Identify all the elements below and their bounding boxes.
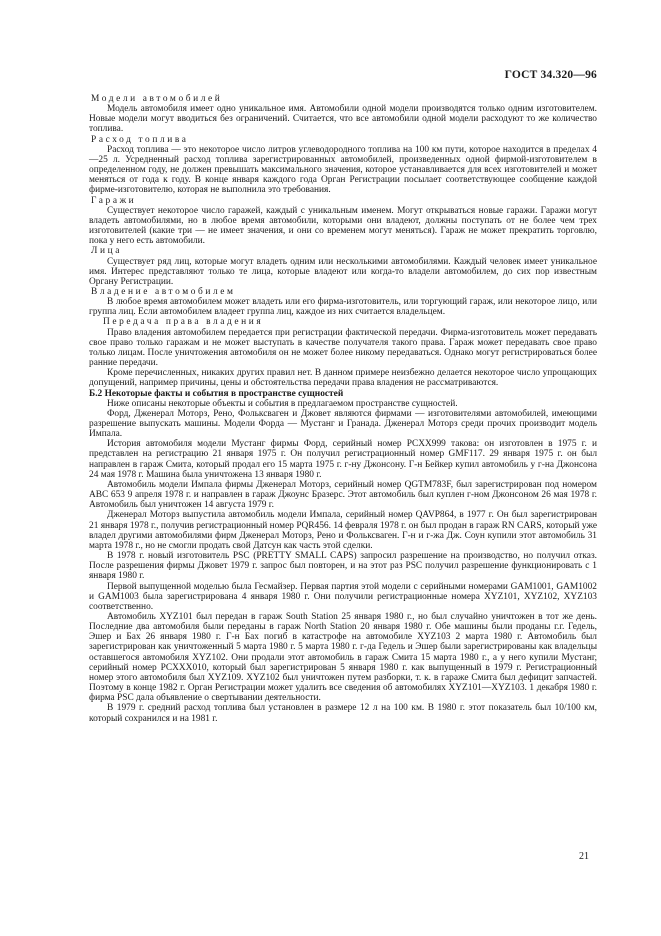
paragraph-ownership: В любое время автомобилем может владеть или его фирма-изготовитель, или торгующий гараж, или некоторое лицо, или группа лиц. Если автомобилем владеет группа лиц, каждое из них считается владельцем. [89,297,597,318]
paragraph-b2-intro: Ниже описаны некоторые объекты и события в предлагаемом пространстве сущностей. [107,398,458,409]
paragraph-b2-psc: В 1978 г. новый изготовитель PSC (PRETTY SMALL CAPS) запросил разрешение на производство, но получил отказ. После разрешения фирмы Джовет 1979 г. запрос был повторен, и на этот раз PSC получил разрешение функционировать с 1 января 1980 г. [89,551,597,582]
paragraph-b2-manufacturers: Форд, Дженерал Моторз, Рено, Фольксваген и Джовет являются фирмами — изготовителями автомобилей, имеющими разрешение выпускать машины. Модели Форда — Мустанг и Гранада. Дженерал Моторз среди прочих производит модель Импала. [89,408,597,440]
paragraph-transfer-1: Право владения автомобилем передается при регистрации фактической передачи. Фирма-изготовитель может передавать свое право только гаражам и не может выступать в качестве получателя такого права. Гараж может передавать свое право только лицам. После уничтожения автомобиля он не может более никому передаваться. Однако могут регистрироваться более ранние передачи. [89,327,597,369]
section-title-persons: Лица [91,246,122,257]
section-title-transfer: Передача права владения [103,317,264,328]
paragraph-persons: Существует ряд лиц, которые могут владеть одним или несколькими автомобилями. Каждый человек имеет уникальное имя. Интерес представляют только те лица, которые владеют или когда-то владели автомобилем, до сих пор известным Органу Регистрации. [89,256,597,287]
section-title-ownership: Владение автомобилем [91,286,236,297]
paragraph-b2-mustang-history: История автомобиля модели Мустанг фирмы Форд, серийный номер PCXX999 такова: он изготовлен в 1975 г. и представлен на регистрацию 21 января 1975 г. Он получил регистрационный номер GMF117. 29 января 1975 г. он был направлен в гараж Смита, который продал его 15 марта 1975 г. г-ну Джонсону. Г-н Бейкер купил автомобиль у г-на Джонсона 24 мая 1978 г. Машина была уничтожена 13 января 1980 г. [89,439,597,480]
section-title-garages: Гаражи [91,195,137,206]
paragraph-b2-impala-1: Автомобиль модели Импала фирмы Дженерал Моторз, серийный номер QGTM783F, был зарегистрирован под номером АВС 653 9 апреля 1978 г. и направлен в гараж Джоунс Бразерс. Этот автомобиль был куплен г-ном Джонсоном 26 мая 1978 г. Автомобиль был уничтожен 14 августа 1979 г. [89,479,597,511]
page-number: 21 [579,851,589,862]
paragraph-b2-fuel: В 1979 г. средний расход топлива был установлен в размере 12 л на 100 км. В 1980 г. этот показатель был 10/100 км, который сохранился и на 1981 г. [89,703,597,724]
paragraph-transfer-2: Кроме перечисленных, никаких других правил нет. В данном примере неизбежно делается некоторое число упрощающих допущений, например причины, цены и обстоятельства передачи права владения не рассматриваются. [89,368,597,389]
section-heading-b2: Б.2 Некоторые факты и события в пространстве сущностей [89,388,344,399]
section-title-fuel: Расход топлива [91,134,189,145]
paragraph-b2-impala-2: Дженерал Моторз выпустила автомобиль модели Импала, серийный номер QAVP864, в 1977 г. Он был зарегистрирован 21 января 1978 г., получив регистрационный номер PQR456. 14 февраля 1978 г. он был продан в гараж RN CARS, который уже владел другими автомобилями фирм Дженерал Моторз, Рено и Фольксваген. Г-н и г-жа Дж. Соун купили этот автомобиль 31 марта 1978 г., но не смогли продать свой Датсун как часть этой сделки. [89,510,597,551]
paragraph-models: Модель автомобиля имеет одно уникальное имя. Автомобили одной модели производятся только одним изготовителем. Новые модели могут вводиться без ограничений. Считается, что все автомобили одной модели расходуют то же количество топлива. [89,104,597,135]
paragraph-b2-gesmaizer: Первой выпущенной моделью была Гесмайзер. Первая партия этой модели с серийными номерами GAM1001, GAM1002 и GAM1003 была зарегистрирована 4 января 1980 г. Они получили регистрационные номера XYZ101, XYZ102, XYZ103 соответственно. [89,581,597,612]
document-body [89,94,597,724]
paragraph-b2-xyz: Автомобиль XYZ101 был передан в гараж South Station 25 января 1980 г., но был случайно уничтожен в тот же день. Последние два автомобиля были переданы в гараж North Station 20 января 1980 г. Обе машины были проданы г.г. Гедель, Эшер и Бах 26 января 1980 г. Г-н Бах погиб в катастрофе на автомобиле XYZ103 2 марта 1980 г. Автомобиль был зарегистрирован как уничтоженный 5 марта 1980 г. 5 марта 1980 г. г-да Гедель и Эшер были зарегистрированы как владельцы оставшегося автомобиля XYZ102. Они продали этот автомобиль в гараж Смита 15 марта 1980 г., а у него купили Мустанг, серийный номер PCXXX010, который был зарегистрирован 5 января 1980 г. как выпущенный в 1979 г. Регистрационный номер этого автомобиля был XYZ109. XYZ102 был уничтожен путем разборки, т. к. в гараже Смита был дефицит запчастей. Поэтому в конце 1982 г. Орган Регистрации может удалить все сведения об автомобилях XYZ101—XYZ103. 1 декабря 1980 г. фирма PSC дала объявление о свертывании деятельности. [89,611,597,704]
section-title-models: Модели автомобилей [91,94,223,104]
paragraph-fuel: Расход топлива — это некоторое число литров углеводородного топлива на 100 км пути, которое находится в пределах 4—25 л. Усредненный расход топлива зарегистрированных автомобилей, произведенных одной фирмой-изготовителем в определенном году, не должен превышать максимального значения, которое устанавливается для всех изготовителей и может меняться от года к году. В конце января каждого года Орган Регистрации посылает соответствующее сообщение каждой фирме-изготовителю, которая не выполнила это требования. [89,144,597,196]
paragraph-garages: Существует некоторое число гаражей, каждый с уникальным именем. Могут открываться новые гаражи. Гаражи могут владеть автомобилями, но в любое время автомобили, которыми они владеют, должны поступать от не более чем трех изготовителей (какие три — не имеет значения, и они со временем могут меняться). Гараж не может прекратить торговлю, пока у него есть автомобили. [89,205,597,247]
standard-header: ГОСТ 34.320—96 [504,69,597,81]
